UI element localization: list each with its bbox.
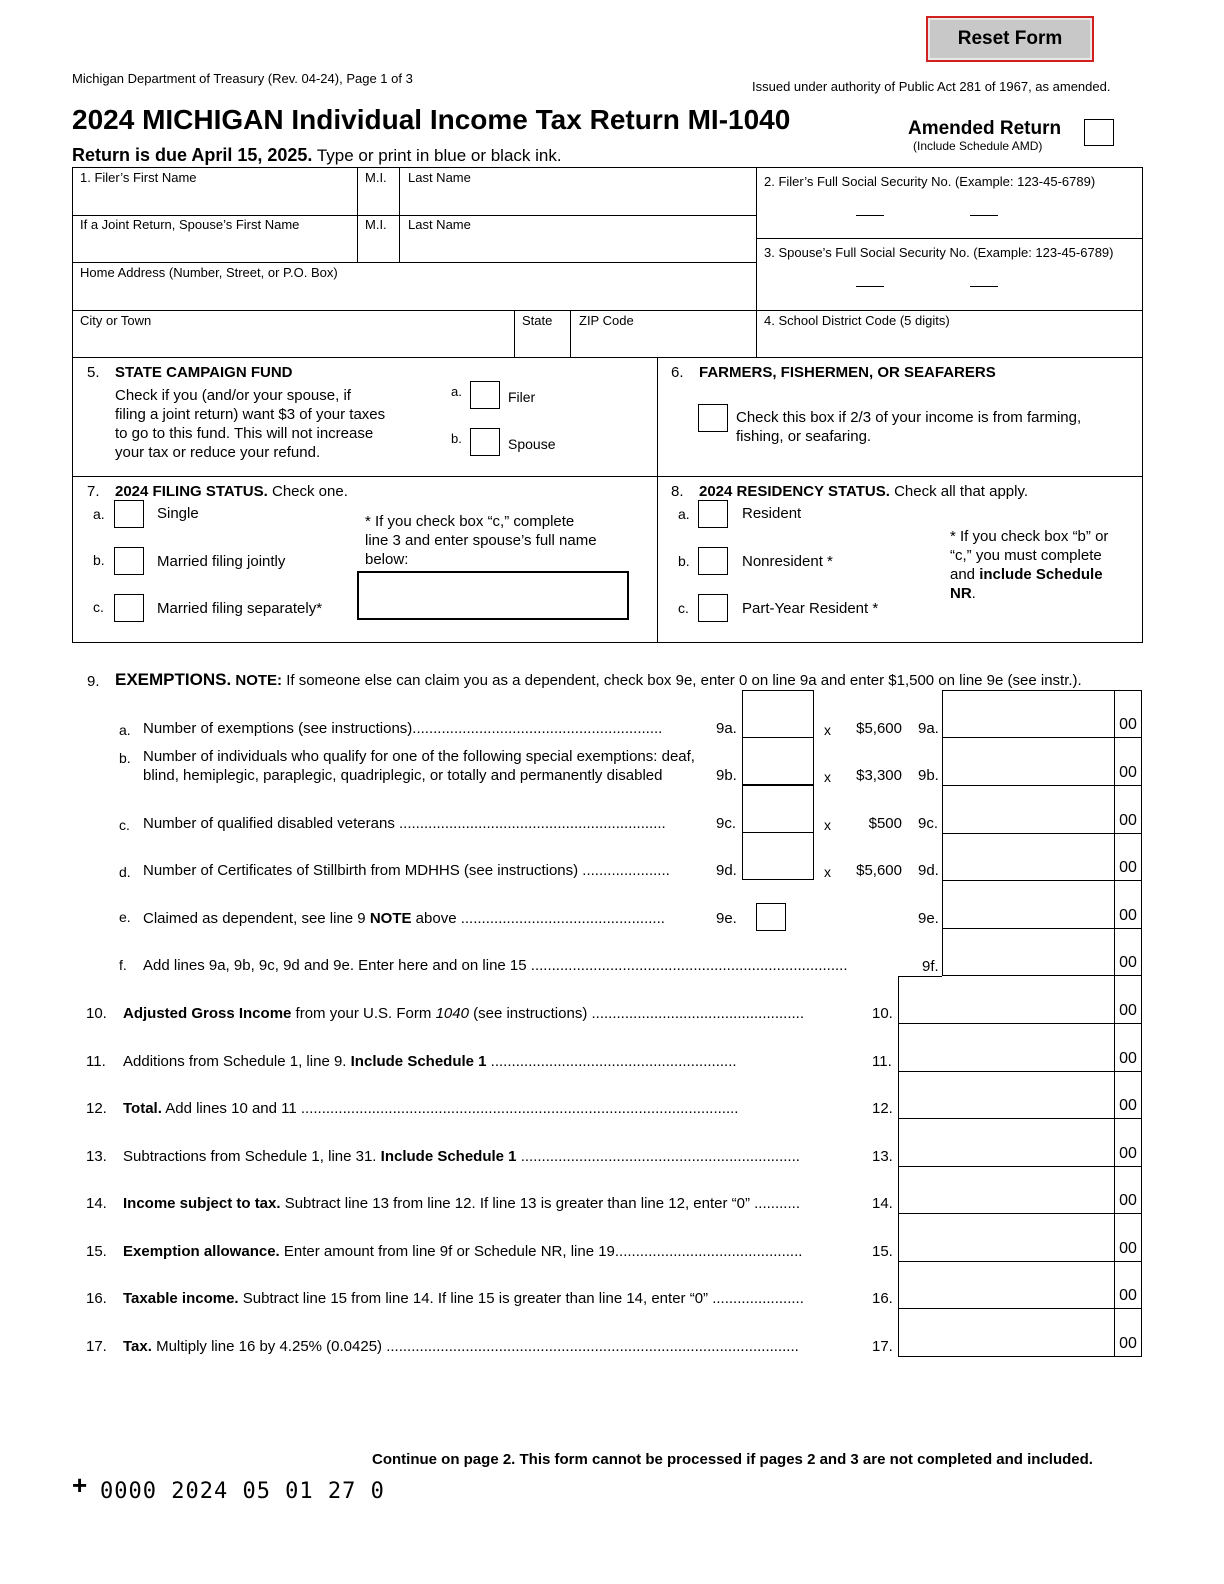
line-number: 12. (86, 1100, 107, 1117)
line-code: 17. (872, 1338, 893, 1355)
line-text (123, 1053, 845, 1070)
exemption-amount-field[interactable] (942, 928, 1114, 976)
line-code: 13. (872, 1148, 893, 1165)
divider (399, 167, 400, 262)
home-address-label: Home Address (Number, Street, or P.O. Box) (80, 265, 338, 280)
filer-last-name-field[interactable] (401, 186, 755, 214)
exemption-amount-field[interactable] (942, 738, 1114, 786)
residency-note-part: . (971, 585, 976, 602)
campaign-text-line: to go to this fund. This will not increase (115, 425, 374, 442)
exemption-text: Number of qualified disabled veterans ................................................................ (143, 815, 666, 832)
exemptions-num: 9. (87, 673, 100, 690)
multiply-sign: x (824, 769, 831, 785)
campaign-num: 5. (87, 364, 100, 381)
divider (72, 357, 1143, 358)
spouse-mi-label: M.I. (365, 217, 387, 232)
cents-field: 00 (1114, 1166, 1142, 1214)
exemption-code: 9b. (716, 767, 737, 784)
line-text-part: ................................................................... (516, 1148, 800, 1165)
cents-field: 00 (1114, 1071, 1142, 1119)
exemption-code-right: 9c. (918, 815, 939, 832)
filer-ssn-field[interactable] (758, 192, 1142, 236)
exemption-letter: a. (119, 722, 131, 738)
residency-heading (699, 483, 1028, 500)
due-date: Return is due April 15, 2025. (72, 145, 313, 165)
exemption-count-field[interactable] (742, 737, 814, 785)
form-barcode-number: 0000 2024 05 01 27 0 (100, 1479, 385, 1504)
exemptions-note-label: NOTE: (231, 672, 283, 689)
exemptions-heading (115, 670, 1082, 690)
residency-num: 8. (671, 483, 684, 500)
residency-note-part: include Schedule (979, 566, 1103, 583)
amended-label: Amended Return (908, 118, 1062, 139)
exemption-multiplier: $500 (868, 815, 902, 832)
filing-single-label: Single (157, 505, 199, 522)
resident-checkbox[interactable] (698, 500, 728, 528)
due-date-line (72, 145, 562, 166)
home-address-field[interactable] (74, 281, 755, 309)
line-number: 13. (86, 1148, 107, 1165)
multiply-sign: x (824, 722, 831, 738)
line-number: 11. (86, 1053, 106, 1070)
partyear-checkbox[interactable] (698, 594, 728, 622)
farmers-checkbox[interactable] (698, 404, 728, 432)
nonresident-checkbox[interactable] (698, 547, 728, 575)
residency-note-line (950, 565, 1108, 584)
farmers-text-line: Check this box if 2/3 of your income is from farming, (736, 409, 1082, 426)
exemption-multiplier: $5,600 (856, 862, 902, 879)
line-text-part: Income subject to tax. (123, 1195, 281, 1212)
line-amount-field[interactable] (898, 1214, 1114, 1262)
multiply-sign: x (824, 864, 831, 880)
line-text-part: Subtract line 13 from line 12. If line 13 is greater than line 12, enter “0” ........... (280, 1195, 800, 1212)
line-amount-field[interactable] (898, 1261, 1114, 1309)
state-field[interactable] (516, 329, 569, 356)
campaign-filer-checkbox[interactable] (470, 381, 500, 409)
exemption-letter: b. (119, 750, 131, 766)
line-text-part: ........................................................... (486, 1053, 737, 1070)
residency-instruction: Check all that apply. (889, 483, 1029, 500)
line-number: 10. (86, 1005, 107, 1022)
school-district-label: 4. School District Code (5 digits) (764, 313, 950, 328)
campaign-b-letter: b. (451, 431, 462, 446)
filer-mi-field[interactable] (359, 186, 398, 214)
filing-single-checkbox[interactable] (114, 500, 144, 528)
cents-field: 00 (1114, 928, 1142, 976)
exemption-f-text: Add lines 9a, 9b, 9c, 9d and 9e. Enter here and on line 15 ............................................................................ (143, 957, 848, 974)
cents-field: 00 (1114, 1119, 1142, 1167)
line-text-part: (see instructions) ................................................... (468, 1005, 805, 1022)
campaign-spouse-checkbox[interactable] (470, 428, 500, 456)
farmers-text (736, 408, 1081, 446)
line-code: 16. (872, 1290, 893, 1307)
residency-note-line (950, 584, 1108, 603)
exemption-code-right: 9d. (918, 862, 939, 879)
line-number: 16. (86, 1290, 107, 1307)
nonresident-label: Nonresident * (742, 553, 833, 570)
plus-mark: + (72, 1470, 88, 1500)
divider (756, 238, 1143, 239)
city-label: City or Town (80, 313, 152, 328)
exemption-e-text (143, 910, 665, 927)
filing-mfj-label: Married filing jointly (157, 553, 286, 570)
school-district-field[interactable] (758, 329, 1142, 356)
filer-ssn-label: 2. Filer’s Full Social Security No. (Example: 123-45-6789) (764, 174, 1096, 189)
zip-label: ZIP Code (579, 313, 634, 328)
exemption-amount-field[interactable] (942, 881, 1114, 929)
residency-note-line: * If you check box “b” or (950, 528, 1109, 545)
reset-form-button[interactable]: Reset Form (926, 16, 1094, 62)
residency-b-letter: b. (678, 553, 690, 569)
exemption-multiplier: $5,600 (856, 720, 902, 737)
line-text-part: Tax. (123, 1338, 152, 1355)
line-code: 15. (872, 1243, 893, 1260)
continue-note: Continue on page 2. This form cannot be processed if pages 2 and 3 are not completed and included. (372, 1451, 1093, 1468)
ink-instruction: Type or print in blue or black ink. (312, 146, 562, 165)
filing-note-line: * If you check box “c,” complete (365, 513, 575, 530)
line-amount-field[interactable] (898, 976, 1114, 1024)
line-text (123, 1100, 845, 1117)
divider (657, 357, 658, 643)
line-text (123, 1005, 845, 1022)
line-text-part: Additions from Schedule 1, line 9. (123, 1053, 351, 1070)
state-label: State (522, 313, 553, 328)
cents-field: 00 (1114, 1024, 1142, 1072)
campaign-spouse-label: Spouse (508, 436, 556, 452)
campaign-text-line: filing a joint return) want $3 of your taxes (115, 406, 386, 423)
line-text (123, 1338, 845, 1355)
divider (514, 310, 515, 357)
line-number: 14. (86, 1195, 107, 1212)
line-text (123, 1195, 845, 1212)
exemption-e-text-part: NOTE (369, 910, 412, 927)
line-text (123, 1243, 845, 1260)
line-text-part: Taxable income. (123, 1290, 239, 1307)
exemption-f-code: 9f. (922, 958, 939, 975)
exemption-text (143, 747, 695, 785)
cents-field: 00 (1114, 1261, 1142, 1309)
divider (357, 167, 358, 262)
campaign-title: STATE CAMPAIGN FUND (115, 364, 293, 381)
filer-first-name-label: 1. Filer’s First Name (80, 170, 197, 185)
divider (72, 215, 756, 216)
residency-note-line: “c,” you must complete (950, 547, 1102, 564)
cents-field: 00 (1114, 738, 1142, 786)
line-number: 15. (86, 1243, 107, 1260)
exemption-code-right: 9a. (918, 720, 939, 737)
exemption-f-letter: f. (119, 957, 127, 973)
campaign-text-line: your tax or reduce your refund. (115, 444, 321, 461)
exemption-amount-field[interactable] (942, 833, 1114, 881)
line-text (123, 1290, 845, 1307)
line-code: 14. (872, 1195, 893, 1212)
line-amount-field[interactable] (898, 1119, 1114, 1167)
line-text-part: Add lines 10 and 11 ......................................................................................................... (161, 1100, 739, 1117)
line-text-part: Adjusted Gross Income (123, 1005, 292, 1022)
campaign-a-letter: a. (451, 384, 462, 399)
exemption-letter: c. (119, 817, 130, 833)
spouse-mi-field[interactable] (359, 233, 398, 261)
city-field[interactable] (74, 329, 513, 356)
line-amount-field[interactable] (898, 1071, 1114, 1119)
zip-field[interactable] (572, 329, 755, 356)
exemption-e-text-part: above ................................................. (411, 910, 665, 927)
cents-field: 00 (1114, 976, 1142, 1024)
exemption-count-field[interactable] (742, 690, 814, 738)
exemption-e-letter: e. (119, 909, 131, 925)
cents-field: 00 (1114, 690, 1142, 738)
line-amount-field[interactable] (898, 1309, 1114, 1357)
exemption-text: Number of Certificates of Stillbirth from MDHHS (see instructions) ..................... (143, 862, 670, 879)
partyear-label: Part-Year Resident * (742, 600, 879, 617)
farmers-num: 6. (671, 364, 684, 381)
exemption-e-text-part: Claimed as dependent, see line 9 (143, 910, 370, 927)
residency-c-letter: c. (678, 600, 689, 616)
amended-sublabel: (Include Schedule AMD) (913, 139, 1043, 153)
resident-label: Resident (742, 505, 802, 522)
filing-mfs-checkbox[interactable] (114, 594, 144, 622)
line-text-part: 1040 (435, 1005, 469, 1022)
residency-a-letter: a. (678, 506, 690, 522)
filing-a-letter: a. (93, 506, 105, 522)
cents-field: 00 (1114, 833, 1142, 881)
divider (898, 976, 942, 977)
multiply-sign: x (824, 817, 831, 833)
exemption-code: 9d. (716, 862, 737, 879)
exemption-code-right: 9b. (918, 767, 939, 784)
filing-instruction: Check one. (267, 483, 348, 500)
filing-heading (115, 483, 348, 500)
exemption-code: 9c. (716, 815, 737, 832)
exemption-letter: d. (119, 864, 131, 880)
filer-mi-label: M.I. (365, 170, 387, 185)
residency-title: 2024 RESIDENCY STATUS. (699, 483, 890, 500)
exemption-code: 9a. (716, 720, 737, 737)
filing-title: 2024 FILING STATUS. (115, 483, 268, 500)
line-text-part: Total. (123, 1100, 162, 1117)
spouse-ssn-field[interactable] (758, 263, 1142, 308)
line-text-part: Subtract line 15 from line 14. If line 15 is greater than line 14, enter “0” ...................... (238, 1290, 804, 1307)
filing-note (365, 512, 597, 569)
divider (72, 262, 756, 263)
spouse-last-name-field[interactable] (401, 233, 755, 261)
line-text-part: from your U.S. Form (291, 1005, 436, 1022)
line-code: 12. (872, 1100, 893, 1117)
farmers-title: FARMERS, FISHERMEN, OR SEAFARERS (699, 364, 996, 381)
residency-note (950, 527, 1108, 603)
filing-note-line: below: (365, 551, 409, 568)
exemption-amount-field[interactable] (942, 786, 1114, 834)
dependent-checkbox[interactable] (756, 903, 786, 931)
filer-last-name-label: Last Name (408, 170, 471, 185)
divider (756, 167, 757, 357)
line-code: 10. (872, 1005, 893, 1022)
line-text (123, 1148, 845, 1165)
exemption-count-field[interactable] (742, 832, 814, 880)
campaign-text (115, 386, 385, 462)
residency-note-part: and (950, 566, 980, 583)
line-text-part: Multiply line 16 by 4.25% (0.0425) ................................................................................................... (151, 1338, 799, 1355)
spouse-ssn-label: 3. Spouse’s Full Social Security No. (Example: 123-45-6789) (764, 245, 1114, 260)
spouse-first-name-label: If a Joint Return, Spouse’s First Name (80, 217, 300, 232)
divider (72, 476, 1143, 477)
exemption-text: Number of exemptions (see instructions)............................................................ (143, 720, 663, 737)
spouse-full-name-field[interactable] (357, 571, 629, 620)
spouse-last-name-label: Last Name (408, 217, 471, 232)
exemption-e-code: 9e. (716, 910, 737, 927)
campaign-text-line: Check if you (and/or your spouse, if (115, 387, 351, 404)
page-title: 2024 MICHIGAN Individual Income Tax Return MI-1040 (72, 104, 791, 135)
filing-mfs-label: Married filing separately* (157, 600, 323, 617)
filing-num: 7. (87, 483, 100, 500)
amended-checkbox[interactable] (1084, 119, 1114, 146)
line-amount-field[interactable] (898, 1024, 1114, 1072)
filing-mfj-checkbox[interactable] (114, 547, 144, 575)
cents-field: 00 (1114, 1309, 1142, 1357)
filing-c-letter: c. (93, 599, 104, 615)
campaign-filer-label: Filer (508, 389, 536, 405)
exemptions-note: If someone else can claim you as a dependent, check box 9e, enter 0 on line 9a and enter $1,500 on line 9e (see instr.). (282, 672, 1082, 689)
filing-note-line: line 3 and enter spouse’s full name (365, 532, 597, 549)
spouse-first-name-field[interactable] (74, 233, 356, 261)
divider (72, 310, 1143, 311)
line-text-part: Enter amount from line 9f or Schedule NR, line 19............................................. (279, 1243, 803, 1260)
cents-field: 00 (1114, 786, 1142, 834)
line-text-part: Subtractions from Schedule 1, line 31. (123, 1148, 381, 1165)
dept-revision: Michigan Department of Treasury (Rev. 04-24), Page 1 of 3 (72, 71, 413, 86)
exemption-text-line: blind, hemiplegic, paraplegic, quadriplegic, or totally and permanently disabled (143, 767, 663, 784)
cents-field: 00 (1114, 1214, 1142, 1262)
line-text-part: Include Schedule 1 (380, 1148, 517, 1165)
exemption-count-field[interactable] (742, 785, 814, 833)
exemption-e-code-right: 9e. (918, 910, 939, 927)
cents-field: 00 (1114, 881, 1142, 929)
line-amount-field[interactable] (898, 1166, 1114, 1214)
divider (570, 310, 571, 357)
filer-first-name-field[interactable] (74, 186, 356, 214)
filing-b-letter: b. (93, 552, 105, 568)
exemption-multiplier: $3,300 (856, 767, 902, 784)
line-code: 11. (872, 1053, 892, 1070)
farmers-text-line: fishing, or seafaring. (736, 428, 872, 445)
line-text-part: Include Schedule 1 (350, 1053, 487, 1070)
exemption-text-line: Number of individuals who qualify for one of the following special exemptions: deaf, (143, 748, 695, 765)
line-number: 17. (86, 1338, 107, 1355)
authority-note: Issued under authority of Public Act 281 of 1967, as amended. (752, 79, 1111, 94)
exemptions-title: EXEMPTIONS. (115, 670, 232, 689)
divider (942, 690, 1142, 691)
line-text-part: Exemption allowance. (123, 1243, 280, 1260)
residency-note-part: NR (950, 585, 972, 602)
exemption-amount-field[interactable] (942, 690, 1114, 738)
